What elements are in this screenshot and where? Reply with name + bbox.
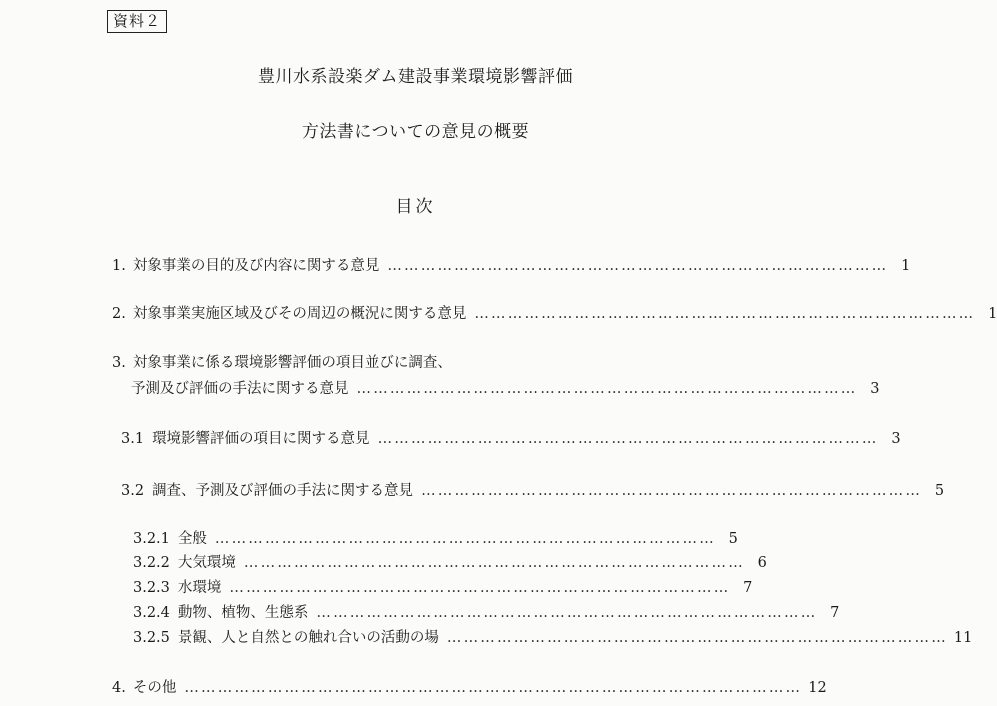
toc-entry-page: 12 (808, 680, 827, 696)
toc-leader-dots: ……………………………………………………………………………… (229, 580, 731, 596)
toc-leader-dots: ……………………………………………………………………………… (421, 483, 923, 499)
toc-entry-text: 調査、予測及び評価の手法に関する意見 (152, 483, 414, 499)
toc-entry-text: 水環境 (177, 580, 222, 596)
toc-heading: 目次 (395, 197, 436, 217)
toc-entry-continuation (131, 379, 880, 399)
toc-leader-dots: ……………………………………………………………………………… (387, 258, 889, 274)
toc-leader-dots: ……………………………………………………………………………… (316, 605, 818, 621)
toc-leader-dots: ……………………………………………………………………………… (474, 306, 976, 322)
toc-entry-number: 2. (112, 306, 126, 322)
toc-entry (121, 481, 945, 501)
toc-leader-dots: ……………………………………………………………………………… (214, 531, 716, 547)
toc-entry-text: 景観、人と自然との触れ合いの活動の場 (177, 630, 439, 646)
toc-entry (133, 603, 840, 623)
toc-entry-page: 7 (830, 605, 840, 621)
toc-leader-dots: ……………………………………………………………………………… (446, 630, 948, 646)
toc-entry (121, 429, 901, 449)
toc-entry-text: その他 (132, 680, 177, 696)
toc-entry-page: 11 (953, 630, 973, 646)
toc-entry (112, 678, 827, 698)
toc-entry-text: 対象事業の目的及び内容に関する意見 (132, 258, 380, 274)
toc-entry (133, 553, 767, 573)
toc-entry-text: 対象事業に係る環境影響評価の項目並びに調査、 (132, 355, 452, 371)
toc-entry-text: 大気環境 (177, 555, 236, 571)
toc-leader-dots: ………………………………………………………………………………………………… (184, 680, 803, 696)
toc-entry-page: 5 (728, 531, 738, 547)
toc-entry (112, 256, 911, 276)
toc-entry-page: 7 (743, 580, 753, 596)
toc-leader-dots: ……………………………………………………………………………… (377, 431, 879, 447)
toc-entry-number: 3.2.3 (133, 580, 170, 596)
toc-entry-page: 3 (891, 431, 901, 447)
toc-entry-number: 3.2.5 (133, 630, 170, 646)
toc-entry-text: 動物、植物、生態系 (177, 605, 309, 621)
toc-entry-number: 3.2.4 (133, 605, 170, 621)
toc-entry-number: 3. (112, 355, 126, 371)
toc-entry (133, 628, 973, 648)
toc-entry (133, 529, 738, 549)
toc-entry-page: 3 (870, 381, 880, 397)
toc-entry-page: 1 (988, 306, 997, 322)
toc-entry-page: 5 (934, 483, 945, 499)
toc-leader-dots: ……………………………………………………………………………… (243, 555, 745, 571)
toc-entry-number: 3.2.2 (133, 555, 170, 571)
toc-entry-text: 対象事業実施区域及びその周辺の概況に関する意見 (132, 306, 467, 322)
toc-entry (112, 353, 452, 373)
toc-entry-text: 予測及び評価の手法に関する意見 (131, 381, 349, 397)
toc-entry-number: 3.2 (121, 483, 145, 499)
toc-entry-number: 4. (112, 680, 126, 696)
toc-entry-number: 3.2.1 (133, 531, 170, 547)
toc-entry-text: 全般 (177, 531, 207, 547)
document-title: 豊川水系設楽ダム建設事業環境影響評価 (258, 67, 573, 87)
toc-entry (112, 304, 997, 324)
document-label: 資料２ (113, 12, 162, 30)
toc-entry-number: 3.1 (121, 431, 145, 447)
document-label-box (107, 10, 167, 33)
toc-leader-dots: ……………………………………………………………………………… (356, 381, 858, 397)
toc-entry-page: 6 (757, 555, 767, 571)
toc-entry-text: 環境影響評価の項目に関する意見 (152, 431, 370, 447)
toc-entry (133, 578, 753, 598)
toc-entry-number: 1. (112, 258, 126, 274)
document-subtitle: 方法書についての意見の概要 (301, 122, 530, 142)
toc-entry-page: 1 (901, 258, 911, 274)
